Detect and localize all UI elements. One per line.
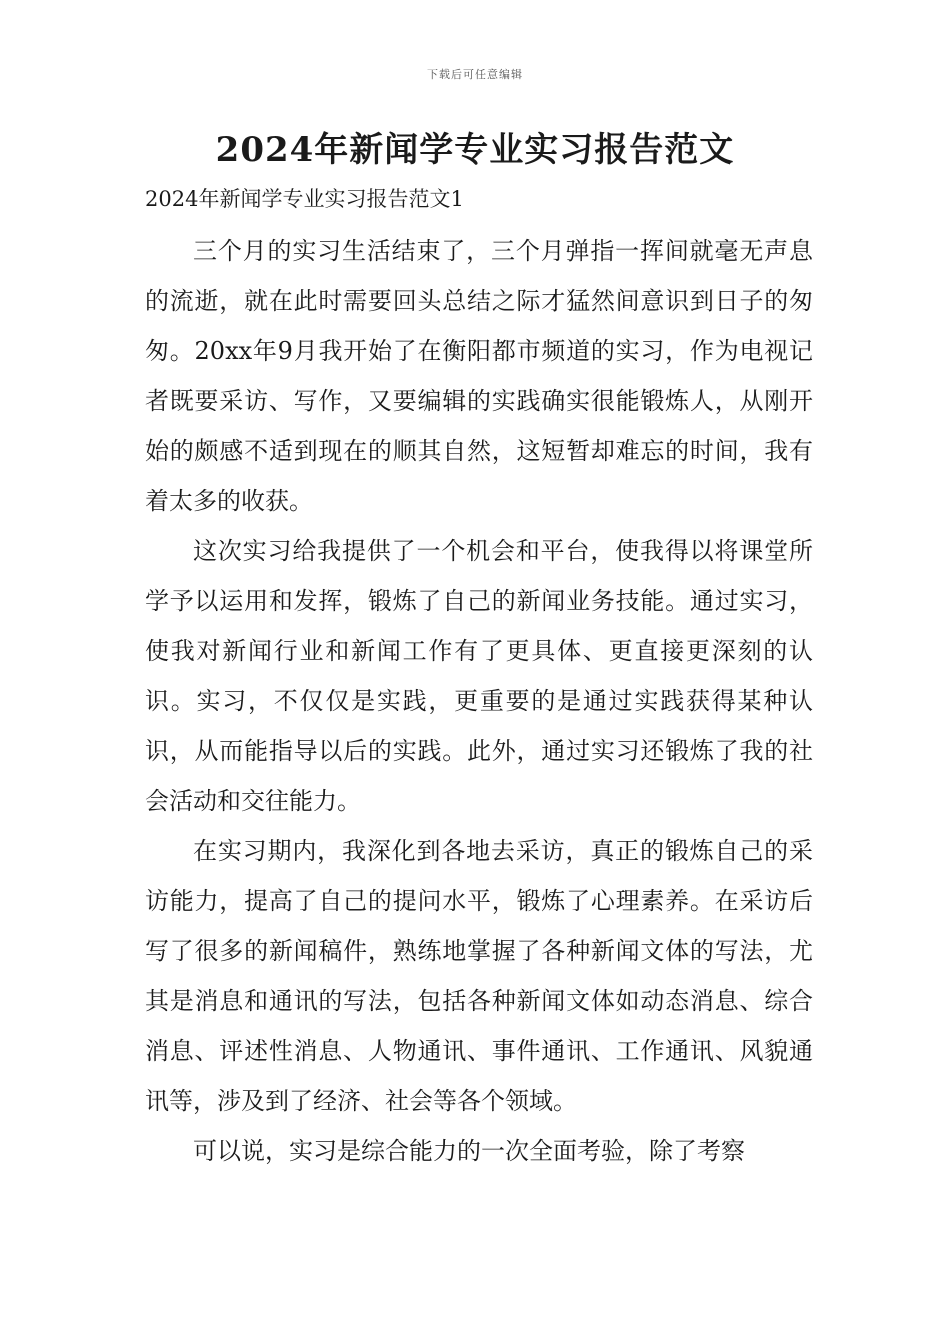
document-body bbox=[145, 226, 813, 1176]
document-subtitle: 2024年新闻学专业实习报告范文1 bbox=[145, 187, 464, 211]
header-note: 下载后可任意编辑 bbox=[427, 68, 523, 81]
document-title: 2024年新闻学专业实习报告范文 bbox=[215, 130, 735, 170]
paragraph-3: 在实习期内，我深化到各地去采访，真正的锻炼自己的采访能力，提高了自己的提问水平，锻炼了心理素养。在采访后写了很多的新闻稿件，熟练地掌握了各种新闻文体的写法，尤其是消息和通讯的写法，包括各种新闻文体如动态消息、综合消息、评述性消息、人物通讯、事件通讯、工作通讯、风貌通讯等，涉及到了经济、社会等各个领域。 bbox=[145, 837, 813, 1115]
paragraph-1: 三个月的实习生活结束了，三个月弹指一挥间就毫无声息的流逝，就在此时需要回头总结之际才猛然间意识到日子的匆匆。20xx年9月我开始了在衡阳都市频道的实习，作为电视记者既要采访、写作，又要编辑的实践确实很能锻炼人，从刚开始的颇感不适到现在的顺其自然，这短暂却难忘的时间，我有着太多的收获。 bbox=[145, 237, 813, 515]
paragraph-2: 这次实习给我提供了一个机会和平台，使我得以将课堂所学予以运用和发挥，锻炼了自己的新闻业务技能。通过实习，使我对新闻行业和新闻工作有了更具体、更直接更深刻的认识。实习，不仅仅是实践，更重要的是通过实践获得某种认识，从而能指导以后的实践。此外，通过实习还锻炼了我的社会活动和交往能力。 bbox=[145, 537, 813, 815]
paragraph-4: 可以说，实习是综合能力的一次全面考验，除了考察 bbox=[193, 1137, 745, 1165]
